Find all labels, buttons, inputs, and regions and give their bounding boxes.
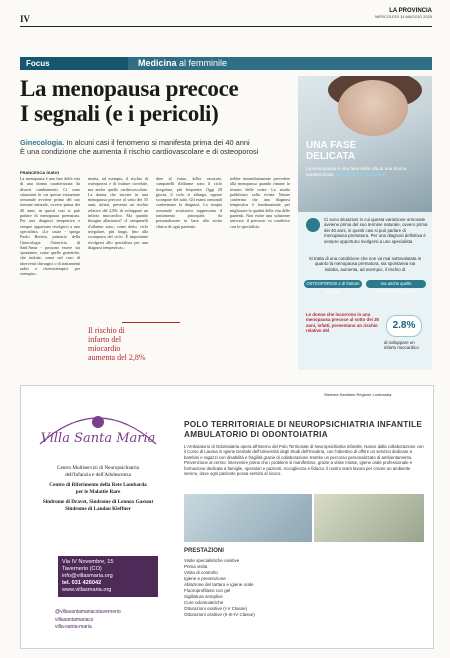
quote-rule (122, 322, 180, 323)
risk-tail: di sviluppare un infarto miocardico (384, 340, 419, 351)
subhead-key: Ginecologia. (20, 138, 65, 147)
article-column-1: La menopausa è una fase della vita di una donna caratterizzata da diversi cambiamenti. Ci sono situazioni in cui questa variazione ormonale avviene prima del suo termine naturale, ovvero prima dei 40 anni, in questi casi si può parlare di menopausa prematura. Per una diagnosi tempestiva e sempre opportuno rivolgersi a uno specialista. «Le cause - spiega Paolo Beretta, primario della Ginecologia Ostetricia di Sant'Anna - possono essere sia spontanee, come quelle genetiche, che indotte, come nel caso di interventi chirurgici o di trattamenti radio o chemioterapici per esempio». (20, 176, 80, 277)
ad-title (184, 420, 424, 440)
ad-email[interactable]: info@villasmaria.org (62, 573, 113, 579)
page-number: IV (20, 14, 31, 24)
pill-osteoporosis: OSTEOPOROSI e di fratture correlate (304, 280, 362, 288)
ad-title-line2: AMBULATORIO DI ODONTOIATRIA (184, 430, 328, 439)
section-topic (128, 57, 432, 70)
article-subhead (20, 138, 300, 156)
masthead (375, 8, 432, 19)
pill-cardiovascular: ma anche quello CARDIOVASCOLARE (366, 280, 426, 288)
logo-arc-icon (28, 400, 168, 456)
ad-city: Tavernerio (CO) (62, 566, 102, 572)
sidebar-sub-pre: La menopausa è una fase della vita di una donna caratterizzata (306, 166, 407, 177)
section-focus: Focus (20, 57, 128, 70)
byline: FRANCESCA GUIDO (20, 170, 60, 175)
center-line-6: Sindrome di Landau Kleffner (65, 506, 131, 512)
headline-line-2: I segnali (e i pericoli) (20, 101, 219, 126)
article-headline (20, 76, 290, 126)
region-logo: Sistema Sanitario Regione Lombardia (324, 392, 392, 397)
services-intro: Visite specialistiche ossitive (184, 558, 240, 563)
info-mid: Si tratta di una condizione che non va mai sottovalutata in quanto la menopausa prematura, sia spontanea sia indotta, aumenta, ad esempio, il rischio di (308, 256, 422, 272)
center-line-4: per le Malattie Rare (75, 489, 121, 495)
publication-date: MERCOLEDÌ 14 MAGGIO 2025 (375, 14, 432, 19)
ad-website[interactable]: www.villasmaria.org (62, 587, 112, 593)
center-line-1: Centro Multiservizi di Neuropsichiatria (57, 465, 139, 471)
top-rule (20, 26, 432, 27)
service-item: Sigillatura semplice (184, 594, 223, 599)
info-text: Ci sono situazioni in cui questa variazione ormonale avviene prima del suo termine naturale, ovvero prima dei 40 anni, in questi casi si può parlare di menopausa prematura. Per una diagnosi definitiva è sempre opportuno rivolgersi a uno specialista (324, 217, 428, 244)
ad-address: Via IV Novembre, 15 (62, 559, 114, 565)
photo-face (338, 80, 408, 136)
service-item: Igiene e prevenzione (184, 576, 226, 581)
section-bar (20, 57, 432, 70)
service-item: Ablazione del tartaro e igiene orale (184, 582, 254, 587)
article-column-2: menta, ad esempio, il rischio di osteoporosi e di fratture correlate, ma anche quello cardiovascolare. La donna che incorre in una menopausa precoce al sotto dei 35 anni, infatti, presenta un rischio relativo del 2,8% di sviluppare un infarto miocardico. Ma quando bisogna allarmarsi? «I campanelli d'allarme sono, come detto, ciclo irregolare, più lungo, fino alla scomparsa del ciclo. È importante rivolgersi allo specialista per una diagnosi tempestiva». (88, 176, 148, 250)
publication-name: LA PROVINCIA (389, 8, 432, 14)
ad-center-description (28, 465, 168, 513)
service-item: Prima visita (184, 564, 208, 569)
infographic-box (298, 212, 432, 370)
article-column-3: dine al fumo, killer oscurato, campanelli d'allarme sono il ciclo irregolare, più frequente. Oggi 28 giorni, il ciclo si allunga, oppure scompare del tutto. Gli esami ormonali confermano la diagnosi. La terapia ormonale sostitutiva rappresenta il trattamento principale, da personalizzare in base alla storia clinica di ogni paziente. (156, 176, 222, 229)
risk-value: 2.8% (386, 315, 422, 337)
center-line-3: Centro di Riferimento della Rete Lombarda (49, 482, 147, 488)
woman-icon (306, 218, 320, 232)
risk-text: Le donne che incorrono in una menopausa precoce al sotto dei 35 anni, infatti, presentano un rischio relativo del (306, 312, 379, 334)
ad-photo-child (314, 494, 424, 542)
service-item: Otturazioni ossitive (I-V Classe) (184, 606, 248, 611)
ad-body: L'Ambulatorio di Odontoiatria opera all'interno del Polo Territoriale di Neuropsichiatria Infantile. Nasce dalla collaborazione con il Corso di Laurea in Igiene Dentale dell'Università degli Studi dell'Insubria, con l'obiettivo di offrire un servizio dedicato a bambini e ragazzi con disabilità e fragilità grazie di collaborazione tramite un percorso personalizzato di ambientamento. Prevenzione al centro: intervenire prima che i problemi si manifestino, grazie a visite mirate, igiene orale professionale e formazione dedicata a famiglie, operatori e pazienti. Accoglienza e fiducia: il nostro team lavora per creare un ambiente sereno, dove ogni paziente possa sentirsi al sicuro. (184, 444, 424, 477)
services-list (184, 558, 304, 618)
service-item: Fluoroprofilassi con gel (184, 588, 231, 593)
subhead-line2: È una condizione che aumenta il rischio cardiovascolare e di osteoporosi (20, 147, 259, 156)
sidebar-subtitle (298, 166, 432, 177)
logo-text: Villa Santa Maria (40, 431, 156, 446)
ad-title-line1: POLO TERRITORIALE DI NEUROPSICHIATRIA INFANTILE (184, 420, 423, 429)
center-line-5: Sindrome di Dravet, Sindrome di Lennox Gastaut (42, 499, 154, 505)
sidebar-title (298, 140, 432, 162)
social-instagram[interactable]: villasantamariacs (55, 616, 94, 623)
headline-line-1: La menopausa precoce (20, 76, 239, 101)
pull-quote: Il rischio di infarto del miocardio aumenta del 2,8% (88, 326, 146, 362)
center-line-2: dell'Infanzia e dell'Adolescenza (65, 472, 131, 478)
services-heading: PRESTAZIONI (184, 548, 224, 554)
sidebar-title-line2: DELICATA (306, 151, 356, 162)
ad-logo (28, 400, 168, 446)
subhead-text: In alcuni casi il fenomeno si manifesta prima dei 40 anni (66, 138, 250, 147)
section-topic-rest: al femminile (179, 58, 228, 68)
sidebar-title-line1: UNA FASE (306, 140, 357, 151)
service-item: Cure odontoiatriche (184, 600, 224, 605)
article-column-4: trebbe immediatamente prevedere alla menopausa quando rimane lo tessuto delle ovaie. Lo studio pubblicato sulla rivista Nature conferma che una diagnosi tempestiva è fondamentale per migliorare la qualità della vita delle pazienti. Non esiste una soluzione univoca: il percorso va condiviso con lo specialista. (230, 176, 290, 229)
ad-contact-box (58, 556, 158, 597)
section-topic-bold: Medicina (138, 58, 177, 68)
ad-phone[interactable]: tel. 031 426042 (62, 580, 102, 586)
sidebar-sub-highlight: da diversi cambiamenti (334, 171, 386, 177)
service-item: Otturazioni ossitive (II-III-IV Classe) (184, 612, 255, 617)
social-facebook[interactable]: @villasantamariacstavernerio (55, 609, 121, 615)
ad-photo-dentist (184, 494, 312, 542)
service-item: Visita di controllo (184, 570, 218, 575)
ad-social (55, 609, 121, 632)
social-linkedin[interactable]: villa-santa-maria (55, 624, 92, 630)
